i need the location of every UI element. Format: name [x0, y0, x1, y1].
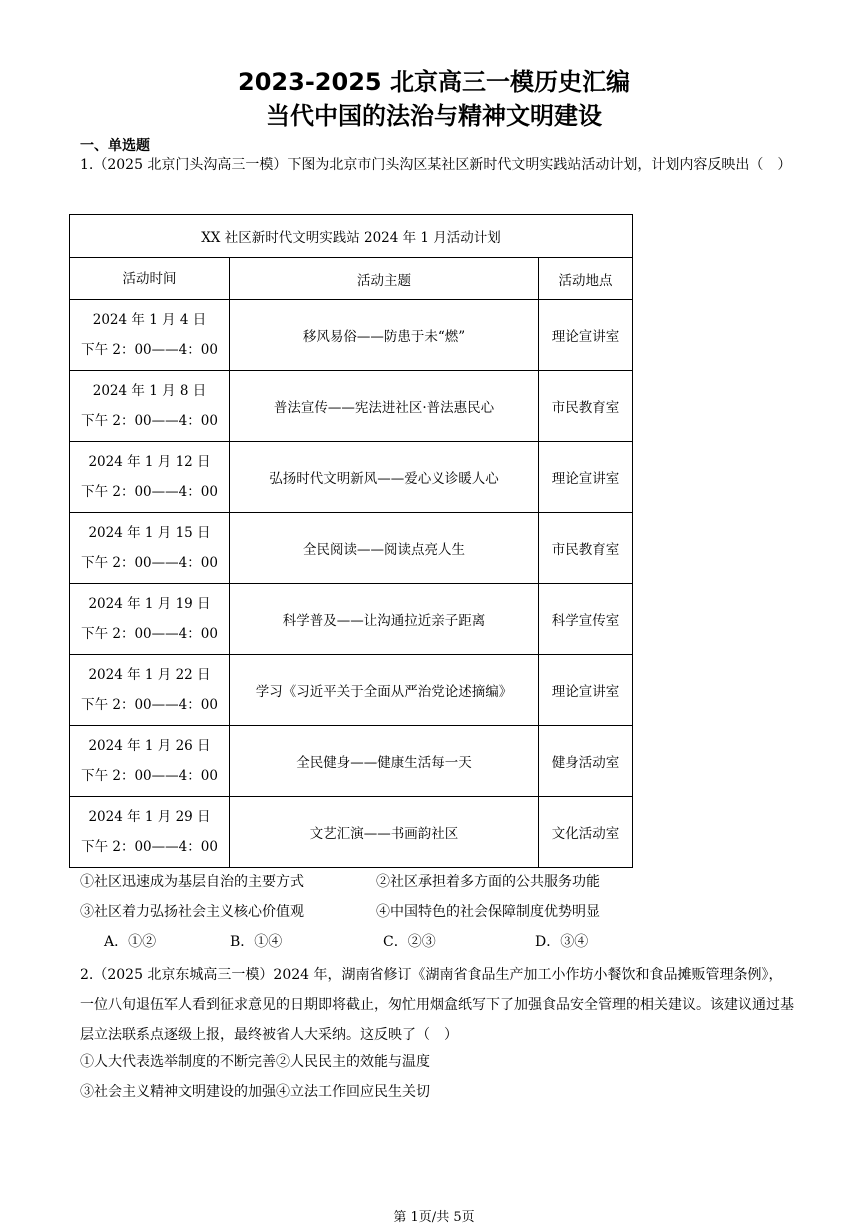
time-text: 下午 2：00——4：00 — [81, 697, 218, 713]
time-cell — [70, 300, 230, 371]
date-text: 2024 年 1 月 4 日 — [92, 312, 207, 328]
time-cell — [70, 584, 230, 655]
column-header-theme: 活动主题 — [230, 258, 539, 300]
place-cell: 理论宣讲室 — [539, 655, 633, 726]
time-cell — [70, 726, 230, 797]
time-text: 下午 2：00——4：00 — [81, 626, 218, 642]
place-cell: 文化活动室 — [539, 797, 633, 868]
theme-cell: 学习《习近平关于全面从严治党论述摘编》 — [230, 655, 539, 726]
time-cell — [70, 513, 230, 584]
date-text: 2024 年 1 月 15 日 — [88, 525, 211, 541]
answer-choice-c: C．②③ — [383, 934, 436, 950]
theme-cell: 全民健身——健康生活每一天 — [230, 726, 539, 797]
place-cell: 科学宣传室 — [539, 584, 633, 655]
place-cell: 健身活动室 — [539, 726, 633, 797]
answer-choice-a: A．①② — [104, 934, 157, 950]
theme-cell: 科学普及——让沟通拉近亲子距离 — [230, 584, 539, 655]
time-text: 下午 2：00——4：00 — [81, 555, 218, 571]
time-text: 下午 2：00——4：00 — [81, 839, 218, 855]
document-subtitle: 当代中国的法治与精神文明建设 — [266, 102, 602, 130]
question-1-option: ④中国特色的社会保障制度优势明显 — [376, 904, 600, 920]
table-row — [70, 300, 633, 371]
date-text: 2024 年 1 月 26 日 — [88, 738, 211, 754]
table-row — [70, 513, 633, 584]
date-text: 2024 年 1 月 8 日 — [92, 383, 207, 399]
place-cell: 理论宣讲室 — [539, 442, 633, 513]
theme-cell: 普法宣传——宪法进社区·普法惠民心 — [230, 371, 539, 442]
question-1-option: ③社区着力弘扬社会主义核心价值观 — [80, 904, 304, 920]
activity-plan-table — [69, 214, 633, 868]
table-row — [70, 371, 633, 442]
page-footer: 第 1页/共 5页 — [393, 1210, 475, 1225]
question-2-options-line: ①人大代表选举制度的不断完善②人民民主的效能与温度 — [80, 1054, 430, 1070]
table-caption: XX 社区新时代文明实践站 2024 年 1 月活动计划 — [70, 215, 633, 258]
question-2-options-line: ③社会主义精神文明建设的加强④立法工作回应民生关切 — [80, 1084, 430, 1100]
answer-choice-d: D．③④ — [535, 934, 589, 950]
answer-choice-b: B．①④ — [230, 934, 283, 950]
place-cell: 市民教育室 — [539, 371, 633, 442]
theme-cell: 文艺汇演——书画韵社区 — [230, 797, 539, 868]
date-text: 2024 年 1 月 29 日 — [88, 809, 211, 825]
table-row — [70, 442, 633, 513]
date-text: 2024 年 1 月 12 日 — [88, 454, 211, 470]
question-1-stem: 1.（2025 北京门头沟高三一模）下图为北京市门头沟区某社区新时代文明实践站活动计划，计划内容反映出（ ） — [80, 157, 792, 173]
theme-cell: 弘扬时代文明新风——爱心义诊暖人心 — [230, 442, 539, 513]
time-cell — [70, 442, 230, 513]
column-header-time: 活动时间 — [70, 258, 230, 300]
table-row — [70, 726, 633, 797]
table-row — [70, 655, 633, 726]
section-heading: 一、单选题 — [80, 138, 150, 154]
column-header-place: 活动地点 — [539, 258, 633, 300]
time-text: 下午 2：00——4：00 — [81, 768, 218, 784]
time-text: 下午 2：00——4：00 — [81, 484, 218, 500]
question-2-stem: 2.（2025 北京东城高三一模）2024 年，湖南省修订《湖南省食品生产加工小作坊小餐饮和食品摊贩管理条例》，一位八旬退伍军人看到征求意见的日期即将截止，匆忙用烟盒纸写下了加强食品安全管理的相关建议。该建议通过基层立法联系点逐级上报，最终被省人大采纳。这反映了（ ） — [80, 967, 794, 1043]
document-title: 2023-2025 北京高三一模历史汇编 — [238, 68, 630, 96]
time-cell — [70, 655, 230, 726]
time-text: 下午 2：00——4：00 — [81, 342, 218, 358]
time-cell — [70, 371, 230, 442]
place-cell: 理论宣讲室 — [539, 300, 633, 371]
place-cell: 市民教育室 — [539, 513, 633, 584]
date-text: 2024 年 1 月 19 日 — [88, 596, 211, 612]
theme-cell: 全民阅读——阅读点亮人生 — [230, 513, 539, 584]
table-row — [70, 584, 633, 655]
question-1-option: ②社区承担着多方面的公共服务功能 — [376, 874, 600, 890]
theme-cell: 移风易俗——防患于未“燃” — [230, 300, 539, 371]
table-row — [70, 797, 633, 868]
question-1-option: ①社区迅速成为基层自治的主要方式 — [80, 874, 304, 890]
time-cell — [70, 797, 230, 868]
time-text: 下午 2：00——4：00 — [81, 413, 218, 429]
date-text: 2024 年 1 月 22 日 — [88, 667, 211, 683]
